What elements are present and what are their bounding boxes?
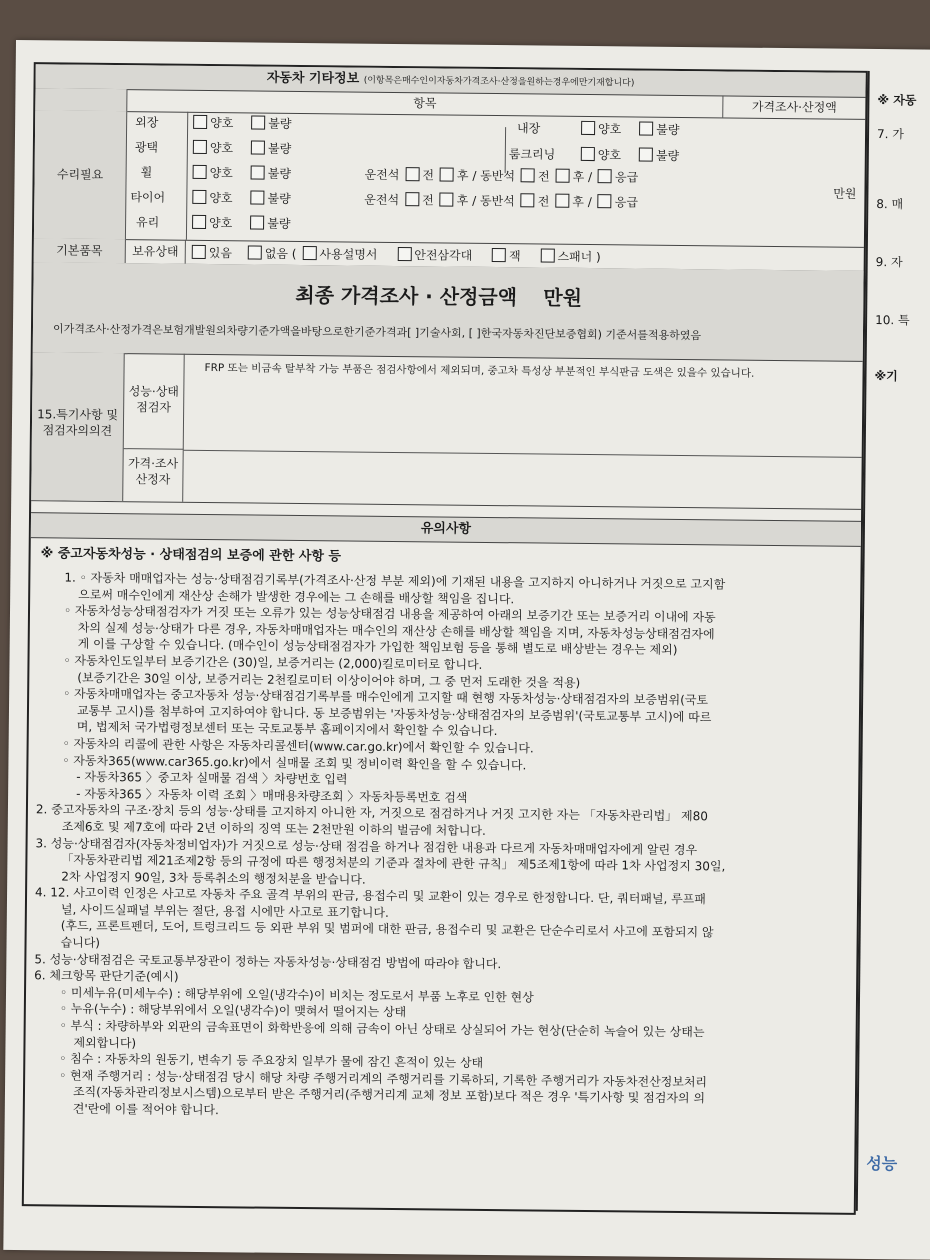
note-line: ◦ 자동차성능상태점검자가 거짓 또는 오류가 있는 성능상태점검 내용을 제공하여 아래의 보증기간 또는 보증거리 이내에 자동 xyxy=(63,603,716,625)
note-line: 며, 법제처 국가법령정보센터 또는 국토교통부 홈페이지에서 확인할 수 있습니다. xyxy=(76,720,498,739)
strip-text: ※기 xyxy=(874,369,898,384)
final-title: 최종 가격조사 · 산정금액 xyxy=(295,282,518,310)
basic-label: 기본품목 xyxy=(34,238,126,263)
glass-options: 양호 불량 xyxy=(186,214,291,232)
note-line: (보증기간은 30일 이상, 보증거리는 2천킬로미터 이상이어야 하며, 그 중 먼저 도래한 것을 적용) xyxy=(77,670,581,690)
note-line: ◦ 자동차의 리콜에 관한 사항은 자동차리콜센터(www.car.go.kr)에서 확인할 수 있습니다. xyxy=(62,736,534,756)
hold-label: 보유상태 xyxy=(126,239,186,264)
vehicle-info-form xyxy=(22,62,868,1215)
final-note: 이가격조사·산정가격은보험개발원의차량기준가액을바탕으로한기준가격과[ ]기술사회, [ ]한국자동차진단보증협회) 기준서를적용하였음 xyxy=(52,322,702,343)
label-interior: 내장 xyxy=(517,121,541,136)
repair-block xyxy=(34,110,865,248)
note-line: ◦ 부식 : 차량하부와 외판의 금속표면이 화학반응에 의해 금속이 아닌 상태로 상실되어 가는 현상(단순히 녹슬어 있는 상태는 xyxy=(59,1018,705,1040)
label-wheel: 휠 xyxy=(140,165,153,180)
note-line: 4. 12. 사고이력 인정은 사고로 자동차 주요 골격 부위의 판금, 용접수리 및 교환이 있는 경우로 한정합니다. 단, 쿼터패널, 루프패 xyxy=(35,885,706,907)
glass-good-checkbox[interactable] xyxy=(192,215,206,229)
note-line: 조제6호 및 제7호에 따라 2년 이하의 징역 또는 2천만원 이하의 벌금에 처합니다. xyxy=(61,819,486,838)
none-checkbox[interactable] xyxy=(248,245,262,259)
wheel-options: 양호 불량 xyxy=(187,164,292,182)
strip-text: 7. 가 xyxy=(876,127,904,142)
label-tire: 타이어 xyxy=(130,190,166,205)
jack-checkbox[interactable] xyxy=(492,248,506,262)
price-inspector-label: 가격·조사 산정자 xyxy=(123,449,184,502)
note-line: ◦ 침수 : 자동차의 원동기, 변속기 등 주요장치 일부가 물에 잠긴 흔적이 있는 상태 xyxy=(59,1051,484,1071)
wheel-pass-front-checkbox[interactable] xyxy=(521,168,535,182)
note-line: ◦ 자동차인도일부터 보증기간은 (30)일, 보증거리는 (2,000)킬로미터로 합니다. xyxy=(63,653,483,672)
special-notes-block xyxy=(31,352,863,510)
tire-seat-options: 운전석 전 후 / 동반석 전 후 / 응급 xyxy=(364,192,639,210)
label-exterior: 외장 xyxy=(135,115,159,130)
strip-text: 10. 특 xyxy=(875,313,910,328)
adjacent-page-strip xyxy=(856,71,930,1212)
note-line: 2. 중고자동차의 구조·장치 등의 성능·상태를 고지하지 아니한 자, 거짓으로 점검하거나 거짓 고지한 자는 「자동차관리법」 제80 xyxy=(35,802,708,824)
room-good-checkbox[interactable] xyxy=(581,147,595,161)
perf-inspector-label: 성능·상태 점검자 xyxy=(124,353,185,450)
exterior-good-checkbox[interactable] xyxy=(193,115,207,129)
room-cleaning-options: 양호 불량 xyxy=(575,146,680,164)
note-line: 1. ◦ 자동차 매매업자는 성능·상태점검기록부(가격조사·산정 부분 제외)에 기재된 내용을 고지하지 아니하거나 거짓으로 고지함 xyxy=(64,570,726,592)
note-line: 5. 성능·상태점검은 국토교통부장관이 정하는 자동차성능·상태점검 방법에 따라야 합니다. xyxy=(34,951,502,971)
note-line: ◦ 현재 주행거리 : 성능·상태점검 당시 해당 차량 주행거리계의 주행거리를 기록하되, 기록한 주행거리가 자동차전산정보처리 xyxy=(59,1068,708,1090)
strip-text: 9. 자 xyxy=(875,255,903,270)
wheel-spare-checkbox[interactable] xyxy=(598,169,612,183)
note-line: 견'란에 이를 적어야 합니다. xyxy=(72,1101,219,1118)
warranty-title: ※ 중고자동차성능 · 상태점검의 보증에 관한 사항 등 xyxy=(40,546,342,565)
note-line: 제외합니다) xyxy=(73,1035,137,1050)
glass-bad-checkbox[interactable] xyxy=(250,215,264,229)
note-line: - 자동차365 〉중고차 실매물 검색 〉차량번호 입력 xyxy=(76,769,348,787)
tire-driver-rear-checkbox[interactable] xyxy=(440,192,454,206)
note-line: 2차 사업정지 90일, 3차 등록취소의 행정처분을 받습니다. xyxy=(61,869,366,887)
final-amount-block xyxy=(33,262,864,362)
have-checkbox[interactable] xyxy=(192,245,206,259)
strip-text: 8. 매 xyxy=(876,197,904,212)
note-line: 차의 실제 성능·상태가 다른 경우, 자동차매매업자는 매수인의 재산상 손해를 배상할 책임을 지며, 자동차성능상태점검자에 xyxy=(77,620,715,642)
special-label: 15.특기사항 및 점검자의의견 xyxy=(31,352,125,501)
note-line: 널, 사이드실패널 부위는 절단, 용접 시에만 사고로 표기합니다. xyxy=(60,902,389,920)
gloss-options: 양호 불량 xyxy=(187,139,292,157)
interior-bad-checkbox[interactable] xyxy=(639,122,653,136)
label-glass: 유리 xyxy=(136,215,160,230)
strip-text: 성능 xyxy=(866,1153,898,1174)
note-line: 으로써 매수인에게 재산상 손해가 발생한 경우에는 그 손해를 배상할 책임을 집니다. xyxy=(78,587,515,606)
exterior-bad-checkbox[interactable] xyxy=(251,115,265,129)
repair-label: 수리필요 xyxy=(34,110,127,239)
tire-driver-front-checkbox[interactable] xyxy=(405,192,419,206)
tire-spare-checkbox[interactable] xyxy=(598,194,612,208)
manual-checkbox[interactable] xyxy=(302,246,316,260)
note-line: 교통부 고시)를 첨부하여 고지하여야 합니다. 동 보증범위는 '자동차성능·상태점검자의 보증범위'(국토교통부 고시)에 따르 xyxy=(76,703,712,725)
exterior-options: 양호 불량 xyxy=(187,114,292,132)
gloss-good-checkbox[interactable] xyxy=(193,140,207,154)
final-unit: 만원 xyxy=(543,285,583,310)
label-gloss: 광택 xyxy=(134,140,159,155)
section-title: 자동차 기타정보 xyxy=(266,70,360,87)
note-line: 조직(자동차관리정보시스템)으로부터 받은 주행거리(주행거리계 교체 정보 포함)보다 적은 경우 '특기사항 및 점검자의 의 xyxy=(72,1085,706,1106)
note-line: - 자동차365 〉자동차 이력 조회 〉매매용차량조회 〉자동차등록번호 검색 xyxy=(76,786,468,805)
caution-header xyxy=(31,512,861,547)
interior-options: 양호 불량 xyxy=(575,120,680,138)
note-line: 3. 성능·상태점검자(자동차정비업자)가 거짓으로 성능·상태 점검을 하거나 점검한 내용과 다르게 자동차매매업자에게 알린 경우 xyxy=(35,835,698,857)
caution-title: 유의사항 xyxy=(420,521,472,537)
note-line: (후드, 프론트펜더, 도어, 트렁크리드 등 외판 부위 및 범퍼에 대한 판금, 용접수리 및 교환은 단순수리로서 사고에 포함되지 않 xyxy=(60,918,714,940)
tire-pass-front-checkbox[interactable] xyxy=(521,193,535,207)
tire-options: 양호 불량 xyxy=(186,189,291,207)
wheel-driver-front-checkbox[interactable] xyxy=(405,167,419,181)
note-line: 「자동차관리법 제21조제2항 등의 규정에 따른 행정처분의 기준과 절차에 관한 규칙」 제5조제1항에 따라 1차 사업정지 30일, xyxy=(61,852,726,874)
price-unit: 만원 xyxy=(833,186,857,201)
triangle-checkbox[interactable] xyxy=(397,247,411,261)
col-item: 항목 xyxy=(127,89,723,117)
section-note: (이항목은매수인이자동차가격조사·산정을원하는경우에만기재합니다) xyxy=(363,75,635,89)
strip-text: ※ 자동 xyxy=(877,93,917,108)
basic-items-options: 있음 없음 ( 사용설명서 안전삼각대 잭 스패너 ) xyxy=(186,244,601,265)
note-line: ◦ 누유(누수) : 해당부위에서 오일(냉각수)이 맺혀서 떨어지는 상태 xyxy=(59,1001,407,1020)
note-line: ◦ 자동차매매업자는 중고자동차 성능·상태점검기록부를 매수인에게 고지할 때 현행 자동차성능·상태점검자의 보증범위(국토 xyxy=(63,686,709,708)
col-price: 가격조사·산정액 xyxy=(751,99,837,115)
frp-note: FRP 또는 비금속 탈부착 가능 부품은 점검사항에서 제외되며, 중고차 특성상 부분적인 부식판금 도색은 있을수 있습니다. xyxy=(204,361,755,380)
gloss-bad-checkbox[interactable] xyxy=(251,140,265,154)
note-line: 게 이를 구상할 수 있습니다. (매수인이 성능상태점검자가 가입한 책임보험 등을 통해 별도로 배상받는 경우는 제외) xyxy=(77,637,678,658)
wheel-bad-checkbox[interactable] xyxy=(251,165,265,179)
tire-bad-checkbox[interactable] xyxy=(250,190,264,204)
tire-pass-rear-checkbox[interactable] xyxy=(555,194,569,208)
tire-good-checkbox[interactable] xyxy=(192,190,206,204)
document-page xyxy=(3,40,930,1260)
notes-list xyxy=(33,569,851,1125)
spanner-checkbox[interactable] xyxy=(540,249,554,263)
wheel-pass-rear-checkbox[interactable] xyxy=(556,169,570,183)
wheel-driver-rear-checkbox[interactable] xyxy=(440,167,454,181)
note-line: 6. 체크항목 판단기준(예시) xyxy=(34,968,179,985)
label-room-cleaning: 룸크리닝 xyxy=(508,147,556,162)
room-bad-checkbox[interactable] xyxy=(639,148,653,162)
note-line: ◦ 자동차365(www.car365.go.kr)에서 실매물 조회 및 정비이력 확인을 할 수 있습니다. xyxy=(62,753,527,772)
wheel-good-checkbox[interactable] xyxy=(193,165,207,179)
interior-good-checkbox[interactable] xyxy=(581,121,595,135)
wheel-seat-options: 운전석 전 후 / 동반석 전 후 / 응급 xyxy=(364,167,639,185)
note-line: 습니다) xyxy=(60,935,101,950)
note-line: ◦ 미세누유(미세누수) : 해당부위에 오일(냉각수)이 비치는 정도로서 부품 노후로 인한 현상 xyxy=(59,985,534,1005)
